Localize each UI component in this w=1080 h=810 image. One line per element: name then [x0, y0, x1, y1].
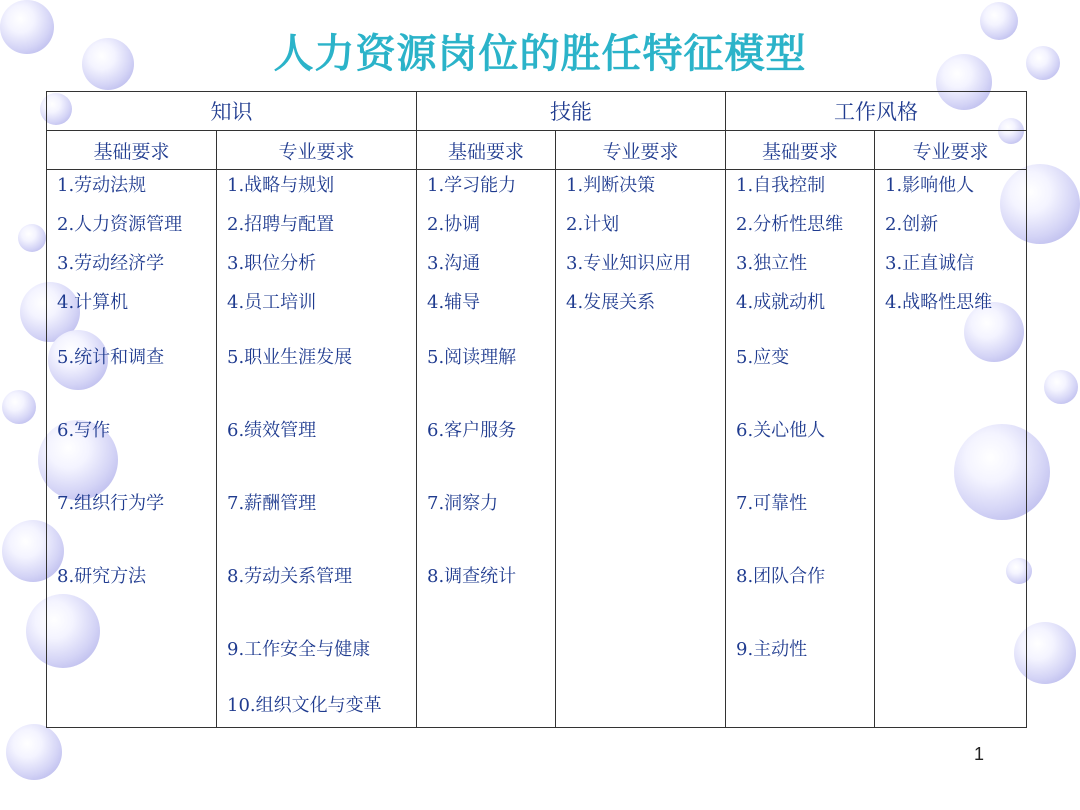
list-item: 4.成就动机: [736, 292, 826, 313]
list-item: 1.战略与规划: [227, 175, 335, 196]
list-item: 2.分析性思维: [736, 214, 844, 235]
list-item: 3.独立性: [736, 253, 808, 274]
decorative-bubble: [18, 224, 46, 252]
list-item: 8.调查统计: [427, 566, 517, 587]
list-item: 6.绩效管理: [227, 420, 317, 441]
list-item: 2.协调: [427, 214, 481, 235]
list-item: 3.专业知识应用: [566, 253, 692, 274]
list-item: 7.薪酬管理: [227, 493, 317, 514]
column-knowledge-professional: [217, 170, 417, 728]
list-item: 1.判断决策: [566, 175, 656, 196]
header-skill: 技能: [417, 92, 726, 131]
column-style-basic: [726, 170, 875, 728]
list-item: 4.发展关系: [566, 292, 656, 313]
decorative-bubble: [1044, 370, 1078, 404]
list-item: 9.工作安全与健康: [227, 639, 371, 660]
list-item: 3.劳动经济学: [57, 253, 165, 274]
list-item: 1.自我控制: [736, 175, 826, 196]
subheader-cell: 专业要求: [875, 131, 1027, 170]
decorative-bubble: [2, 390, 36, 424]
subheader-cell: 基础要求: [417, 131, 556, 170]
decorative-bubble: [6, 724, 62, 780]
list-item: 5.阅读理解: [427, 347, 517, 368]
column-skill-professional: [556, 170, 726, 728]
list-item: 5.应变: [736, 347, 790, 368]
column-knowledge-basic: [47, 170, 217, 728]
header-knowledge: 知识: [47, 92, 417, 131]
list-item: 6.客户服务: [427, 420, 517, 441]
list-item: 7.洞察力: [427, 493, 499, 514]
list-item: 2.计划: [566, 214, 620, 235]
list-item: 1.影响他人: [885, 175, 975, 196]
list-item: 4.计算机: [57, 292, 129, 313]
list-item: 4.战略性思维: [885, 292, 993, 313]
list-item: 7.组织行为学: [57, 493, 165, 514]
list-item: 7.可靠性: [736, 493, 808, 514]
list-item: 2.招聘与配置: [227, 214, 335, 235]
list-item: 6.写作: [57, 420, 111, 441]
list-item: 9.主动性: [736, 639, 808, 660]
list-item: 8.团队合作: [736, 566, 826, 587]
list-item: 10.组织文化与变革: [227, 695, 382, 716]
list-item: 2.创新: [885, 214, 939, 235]
list-item: 1.劳动法规: [57, 175, 147, 196]
list-item: 2.人力资源管理: [57, 214, 183, 235]
list-item: 3.职位分析: [227, 253, 317, 274]
list-item: 5.职业生涯发展: [227, 347, 353, 368]
list-item: 4.辅导: [427, 292, 481, 313]
list-item: 5.统计和调查: [57, 347, 165, 368]
subheader-cell: 基础要求: [726, 131, 875, 170]
list-item: 8.劳动关系管理: [227, 566, 353, 587]
page-number: 1: [974, 744, 985, 764]
list-item: 4.员工培训: [227, 292, 317, 313]
column-style-professional: [875, 170, 1027, 728]
list-item: 1.学习能力: [427, 175, 517, 196]
subheader-cell: 专业要求: [217, 131, 417, 170]
column-skill-basic: [417, 170, 556, 728]
competency-table: [46, 91, 1026, 728]
list-item: 8.研究方法: [57, 566, 147, 587]
list-item: 6.关心他人: [736, 420, 826, 441]
subheader-cell: 专业要求: [556, 131, 726, 170]
subheader-cell: 基础要求: [47, 131, 217, 170]
list-item: 3.沟通: [427, 253, 481, 274]
header-work-style: 工作风格: [726, 92, 1027, 131]
list-item: 3.正直诚信: [885, 253, 975, 274]
slide-title: 人力资源岗位的胜任特征模型: [273, 30, 807, 77]
